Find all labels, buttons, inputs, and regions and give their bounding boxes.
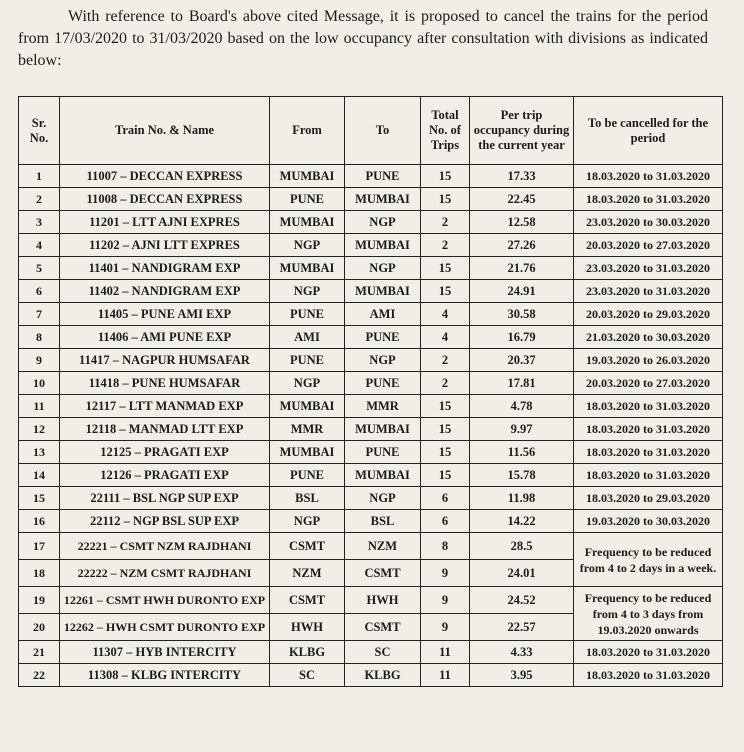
sr-cell: 12: [19, 418, 60, 441]
to-station-cell: BSL: [345, 510, 421, 533]
from-station-cell: NGP: [270, 280, 345, 303]
train-name-cell: 11202 – AJNI LTT EXPRES: [60, 234, 270, 257]
from-station-cell: MUMBAI: [270, 257, 345, 280]
train-name-cell: 11308 – KLBG INTERCITY: [60, 664, 270, 687]
cancel-period-cell: 23.03.2020 to 31.03.2020: [574, 280, 723, 303]
train-name-cell: 12262 – HWH CSMT DURONTO EXP: [60, 614, 270, 641]
table-row: [19, 418, 723, 441]
train-name-cell: 11008 – DECCAN EXPRESS: [60, 188, 270, 211]
table-header-row: [19, 97, 723, 165]
total-trips-cell: 15: [421, 188, 470, 211]
total-trips-cell: 15: [421, 441, 470, 464]
train-name-cell: 22221 – CSMT NZM RAJDHANI: [60, 533, 270, 560]
table-row: [19, 372, 723, 395]
intro-text: With reference to Board's above cited Message, it is proposed to cancel the trains for the period from 17/03/2020 to 31/03/2020 based on the low occupancy after consultation with divisions as indicated below:: [18, 8, 708, 69]
train-name-cell: 22112 – NGP BSL SUP EXP: [60, 510, 270, 533]
cancel-period-cell: 18.03.2020 to 31.03.2020: [574, 441, 723, 464]
table-row: [19, 487, 723, 510]
from-station-cell: HWH: [270, 614, 345, 641]
train-name-cell: 12126 – PRAGATI EXP: [60, 464, 270, 487]
from-station-cell: PUNE: [270, 188, 345, 211]
sr-cell: 2: [19, 188, 60, 211]
cancel-period-cell: 23.03.2020 to 30.03.2020: [574, 211, 723, 234]
from-station-cell: PUNE: [270, 464, 345, 487]
table-row: [19, 441, 723, 464]
total-trips-cell: 15: [421, 418, 470, 441]
occupancy-cell: 11.56: [470, 441, 574, 464]
to-station-cell: MMR: [345, 395, 421, 418]
total-trips-cell: 11: [421, 641, 470, 664]
occupancy-cell: 14.22: [470, 510, 574, 533]
table-row: [19, 280, 723, 303]
cancel-period-cell: 18.03.2020 to 31.03.2020: [574, 418, 723, 441]
train-name-cell: 11402 – NANDIGRAM EXP: [60, 280, 270, 303]
from-station-cell: MUMBAI: [270, 211, 345, 234]
train-name-cell: 11201 – LTT AJNI EXPRES: [60, 211, 270, 234]
sr-cell: 4: [19, 234, 60, 257]
header-cancel-period: To be cancelled for the period: [574, 97, 723, 165]
table-row: [19, 303, 723, 326]
occupancy-cell: 22.45: [470, 188, 574, 211]
cancel-period-cell: 20.03.2020 to 27.03.2020: [574, 372, 723, 395]
to-station-cell: PUNE: [345, 326, 421, 349]
to-station-cell: MUMBAI: [345, 234, 421, 257]
occupancy-cell: 30.58: [470, 303, 574, 326]
cancel-period-cell: 18.03.2020 to 31.03.2020: [574, 165, 723, 188]
table-row: [19, 234, 723, 257]
to-station-cell: NGP: [345, 257, 421, 280]
table-row: [19, 395, 723, 418]
from-station-cell: MUMBAI: [270, 395, 345, 418]
sr-cell: 6: [19, 280, 60, 303]
cancel-period-cell: Frequency to be reduced from 4 to 2 days in a week.: [574, 533, 723, 587]
train-name-cell: 22222 – NZM CSMT RAJDHANI: [60, 560, 270, 587]
to-station-cell: CSMT: [345, 614, 421, 641]
train-name-cell: 11307 – HYB INTERCITY: [60, 641, 270, 664]
to-station-cell: PUNE: [345, 441, 421, 464]
header-train: Train No. & Name: [60, 97, 270, 165]
to-station-cell: KLBG: [345, 664, 421, 687]
train-name-cell: 12118 – MANMAD LTT EXP: [60, 418, 270, 441]
sr-cell: 20: [19, 614, 60, 641]
from-station-cell: MUMBAI: [270, 441, 345, 464]
train-name-cell: 12117 – LTT MANMAD EXP: [60, 395, 270, 418]
occupancy-cell: 9.97: [470, 418, 574, 441]
occupancy-cell: 17.81: [470, 372, 574, 395]
table-row: [19, 641, 723, 664]
from-station-cell: PUNE: [270, 303, 345, 326]
cancel-period-cell: 18.03.2020 to 31.03.2020: [574, 395, 723, 418]
total-trips-cell: 15: [421, 165, 470, 188]
table-row: [19, 326, 723, 349]
total-trips-cell: 9: [421, 560, 470, 587]
table-row: [19, 188, 723, 211]
sr-cell: 22: [19, 664, 60, 687]
train-name-cell: 12261 – CSMT HWH DURONTO EXP: [60, 587, 270, 614]
cancel-period-cell: Frequency to be reduced from 4 to 3 days from 19.03.2020 onwards: [574, 587, 723, 641]
from-station-cell: MMR: [270, 418, 345, 441]
header-trips: Total No. of Trips: [421, 97, 470, 165]
to-station-cell: CSMT: [345, 560, 421, 587]
total-trips-cell: 8: [421, 533, 470, 560]
intro-paragraph: [18, 6, 708, 72]
cancel-period-cell: 18.03.2020 to 31.03.2020: [574, 641, 723, 664]
train-name-cell: 11405 – PUNE AMI EXP: [60, 303, 270, 326]
total-trips-cell: 2: [421, 372, 470, 395]
train-name-cell: 22111 – BSL NGP SUP EXP: [60, 487, 270, 510]
sr-cell: 10: [19, 372, 60, 395]
occupancy-cell: 4.78: [470, 395, 574, 418]
to-station-cell: SC: [345, 641, 421, 664]
sr-cell: 5: [19, 257, 60, 280]
occupancy-cell: 22.57: [470, 614, 574, 641]
from-station-cell: MUMBAI: [270, 165, 345, 188]
occupancy-cell: 20.37: [470, 349, 574, 372]
to-station-cell: NGP: [345, 487, 421, 510]
occupancy-cell: 15.78: [470, 464, 574, 487]
header-sr: Sr. No.: [19, 97, 60, 165]
from-station-cell: NZM: [270, 560, 345, 587]
cancel-period-cell: 21.03.2020 to 30.03.2020: [574, 326, 723, 349]
to-station-cell: NGP: [345, 211, 421, 234]
occupancy-cell: 3.95: [470, 664, 574, 687]
to-station-cell: AMI: [345, 303, 421, 326]
total-trips-cell: 15: [421, 395, 470, 418]
occupancy-cell: 24.01: [470, 560, 574, 587]
total-trips-cell: 2: [421, 234, 470, 257]
from-station-cell: BSL: [270, 487, 345, 510]
to-station-cell: NGP: [345, 349, 421, 372]
table-row: [19, 587, 723, 614]
total-trips-cell: 4: [421, 326, 470, 349]
from-station-cell: PUNE: [270, 349, 345, 372]
table-row: [19, 533, 723, 560]
train-name-cell: 11418 – PUNE HUMSAFAR: [60, 372, 270, 395]
table-row: [19, 211, 723, 234]
sr-cell: 3: [19, 211, 60, 234]
from-station-cell: CSMT: [270, 533, 345, 560]
to-station-cell: MUMBAI: [345, 188, 421, 211]
cancel-period-cell: 18.03.2020 to 29.03.2020: [574, 487, 723, 510]
from-station-cell: AMI: [270, 326, 345, 349]
cancel-period-cell: 20.03.2020 to 29.03.2020: [574, 303, 723, 326]
to-station-cell: HWH: [345, 587, 421, 614]
train-cancellation-table: [18, 96, 723, 687]
occupancy-cell: 4.33: [470, 641, 574, 664]
to-station-cell: NZM: [345, 533, 421, 560]
occupancy-cell: 27.26: [470, 234, 574, 257]
train-name-cell: 11406 – AMI PUNE EXP: [60, 326, 270, 349]
total-trips-cell: 2: [421, 211, 470, 234]
from-station-cell: CSMT: [270, 587, 345, 614]
sr-cell: 13: [19, 441, 60, 464]
total-trips-cell: 2: [421, 349, 470, 372]
sr-cell: 7: [19, 303, 60, 326]
sr-cell: 21: [19, 641, 60, 664]
total-trips-cell: 11: [421, 664, 470, 687]
from-station-cell: SC: [270, 664, 345, 687]
from-station-cell: NGP: [270, 372, 345, 395]
from-station-cell: KLBG: [270, 641, 345, 664]
cancel-period-cell: 19.03.2020 to 30.03.2020: [574, 510, 723, 533]
sr-cell: 9: [19, 349, 60, 372]
table-row: [19, 464, 723, 487]
occupancy-cell: 24.52: [470, 587, 574, 614]
cancel-period-cell: 23.03.2020 to 31.03.2020: [574, 257, 723, 280]
sr-cell: 8: [19, 326, 60, 349]
header-occupancy: Per trip occupancy during the current year: [470, 97, 574, 165]
occupancy-cell: 24.91: [470, 280, 574, 303]
total-trips-cell: 15: [421, 280, 470, 303]
to-station-cell: MUMBAI: [345, 418, 421, 441]
from-station-cell: NGP: [270, 510, 345, 533]
cancel-period-cell: 18.03.2020 to 31.03.2020: [574, 188, 723, 211]
to-station-cell: MUMBAI: [345, 280, 421, 303]
sr-cell: 14: [19, 464, 60, 487]
table-row: [19, 257, 723, 280]
sr-cell: 15: [19, 487, 60, 510]
table-row: [19, 510, 723, 533]
sr-cell: 1: [19, 165, 60, 188]
to-station-cell: PUNE: [345, 165, 421, 188]
table-row: [19, 664, 723, 687]
from-station-cell: NGP: [270, 234, 345, 257]
occupancy-cell: 28.5: [470, 533, 574, 560]
header-from: From: [270, 97, 345, 165]
sr-cell: 19: [19, 587, 60, 614]
table-body: [19, 165, 723, 687]
sr-cell: 16: [19, 510, 60, 533]
occupancy-cell: 11.98: [470, 487, 574, 510]
train-name-cell: 12125 – PRAGATI EXP: [60, 441, 270, 464]
cancel-period-cell: 18.03.2020 to 31.03.2020: [574, 664, 723, 687]
occupancy-cell: 17.33: [470, 165, 574, 188]
total-trips-cell: 6: [421, 487, 470, 510]
cancel-period-cell: 18.03.2020 to 31.03.2020: [574, 464, 723, 487]
total-trips-cell: 9: [421, 614, 470, 641]
table-row: [19, 349, 723, 372]
sr-cell: 17: [19, 533, 60, 560]
to-station-cell: PUNE: [345, 372, 421, 395]
header-to: To: [345, 97, 421, 165]
sr-cell: 11: [19, 395, 60, 418]
train-name-cell: 11401 – NANDIGRAM EXP: [60, 257, 270, 280]
cancel-period-cell: 20.03.2020 to 27.03.2020: [574, 234, 723, 257]
total-trips-cell: 6: [421, 510, 470, 533]
total-trips-cell: 4: [421, 303, 470, 326]
train-name-cell: 11417 – NAGPUR HUMSAFAR: [60, 349, 270, 372]
cancel-period-cell: 19.03.2020 to 26.03.2020: [574, 349, 723, 372]
to-station-cell: MUMBAI: [345, 464, 421, 487]
train-name-cell: 11007 – DECCAN EXPRESS: [60, 165, 270, 188]
sr-cell: 18: [19, 560, 60, 587]
total-trips-cell: 9: [421, 587, 470, 614]
table-row: [19, 165, 723, 188]
occupancy-cell: 12.58: [470, 211, 574, 234]
total-trips-cell: 15: [421, 257, 470, 280]
occupancy-cell: 21.76: [470, 257, 574, 280]
occupancy-cell: 16.79: [470, 326, 574, 349]
total-trips-cell: 15: [421, 464, 470, 487]
